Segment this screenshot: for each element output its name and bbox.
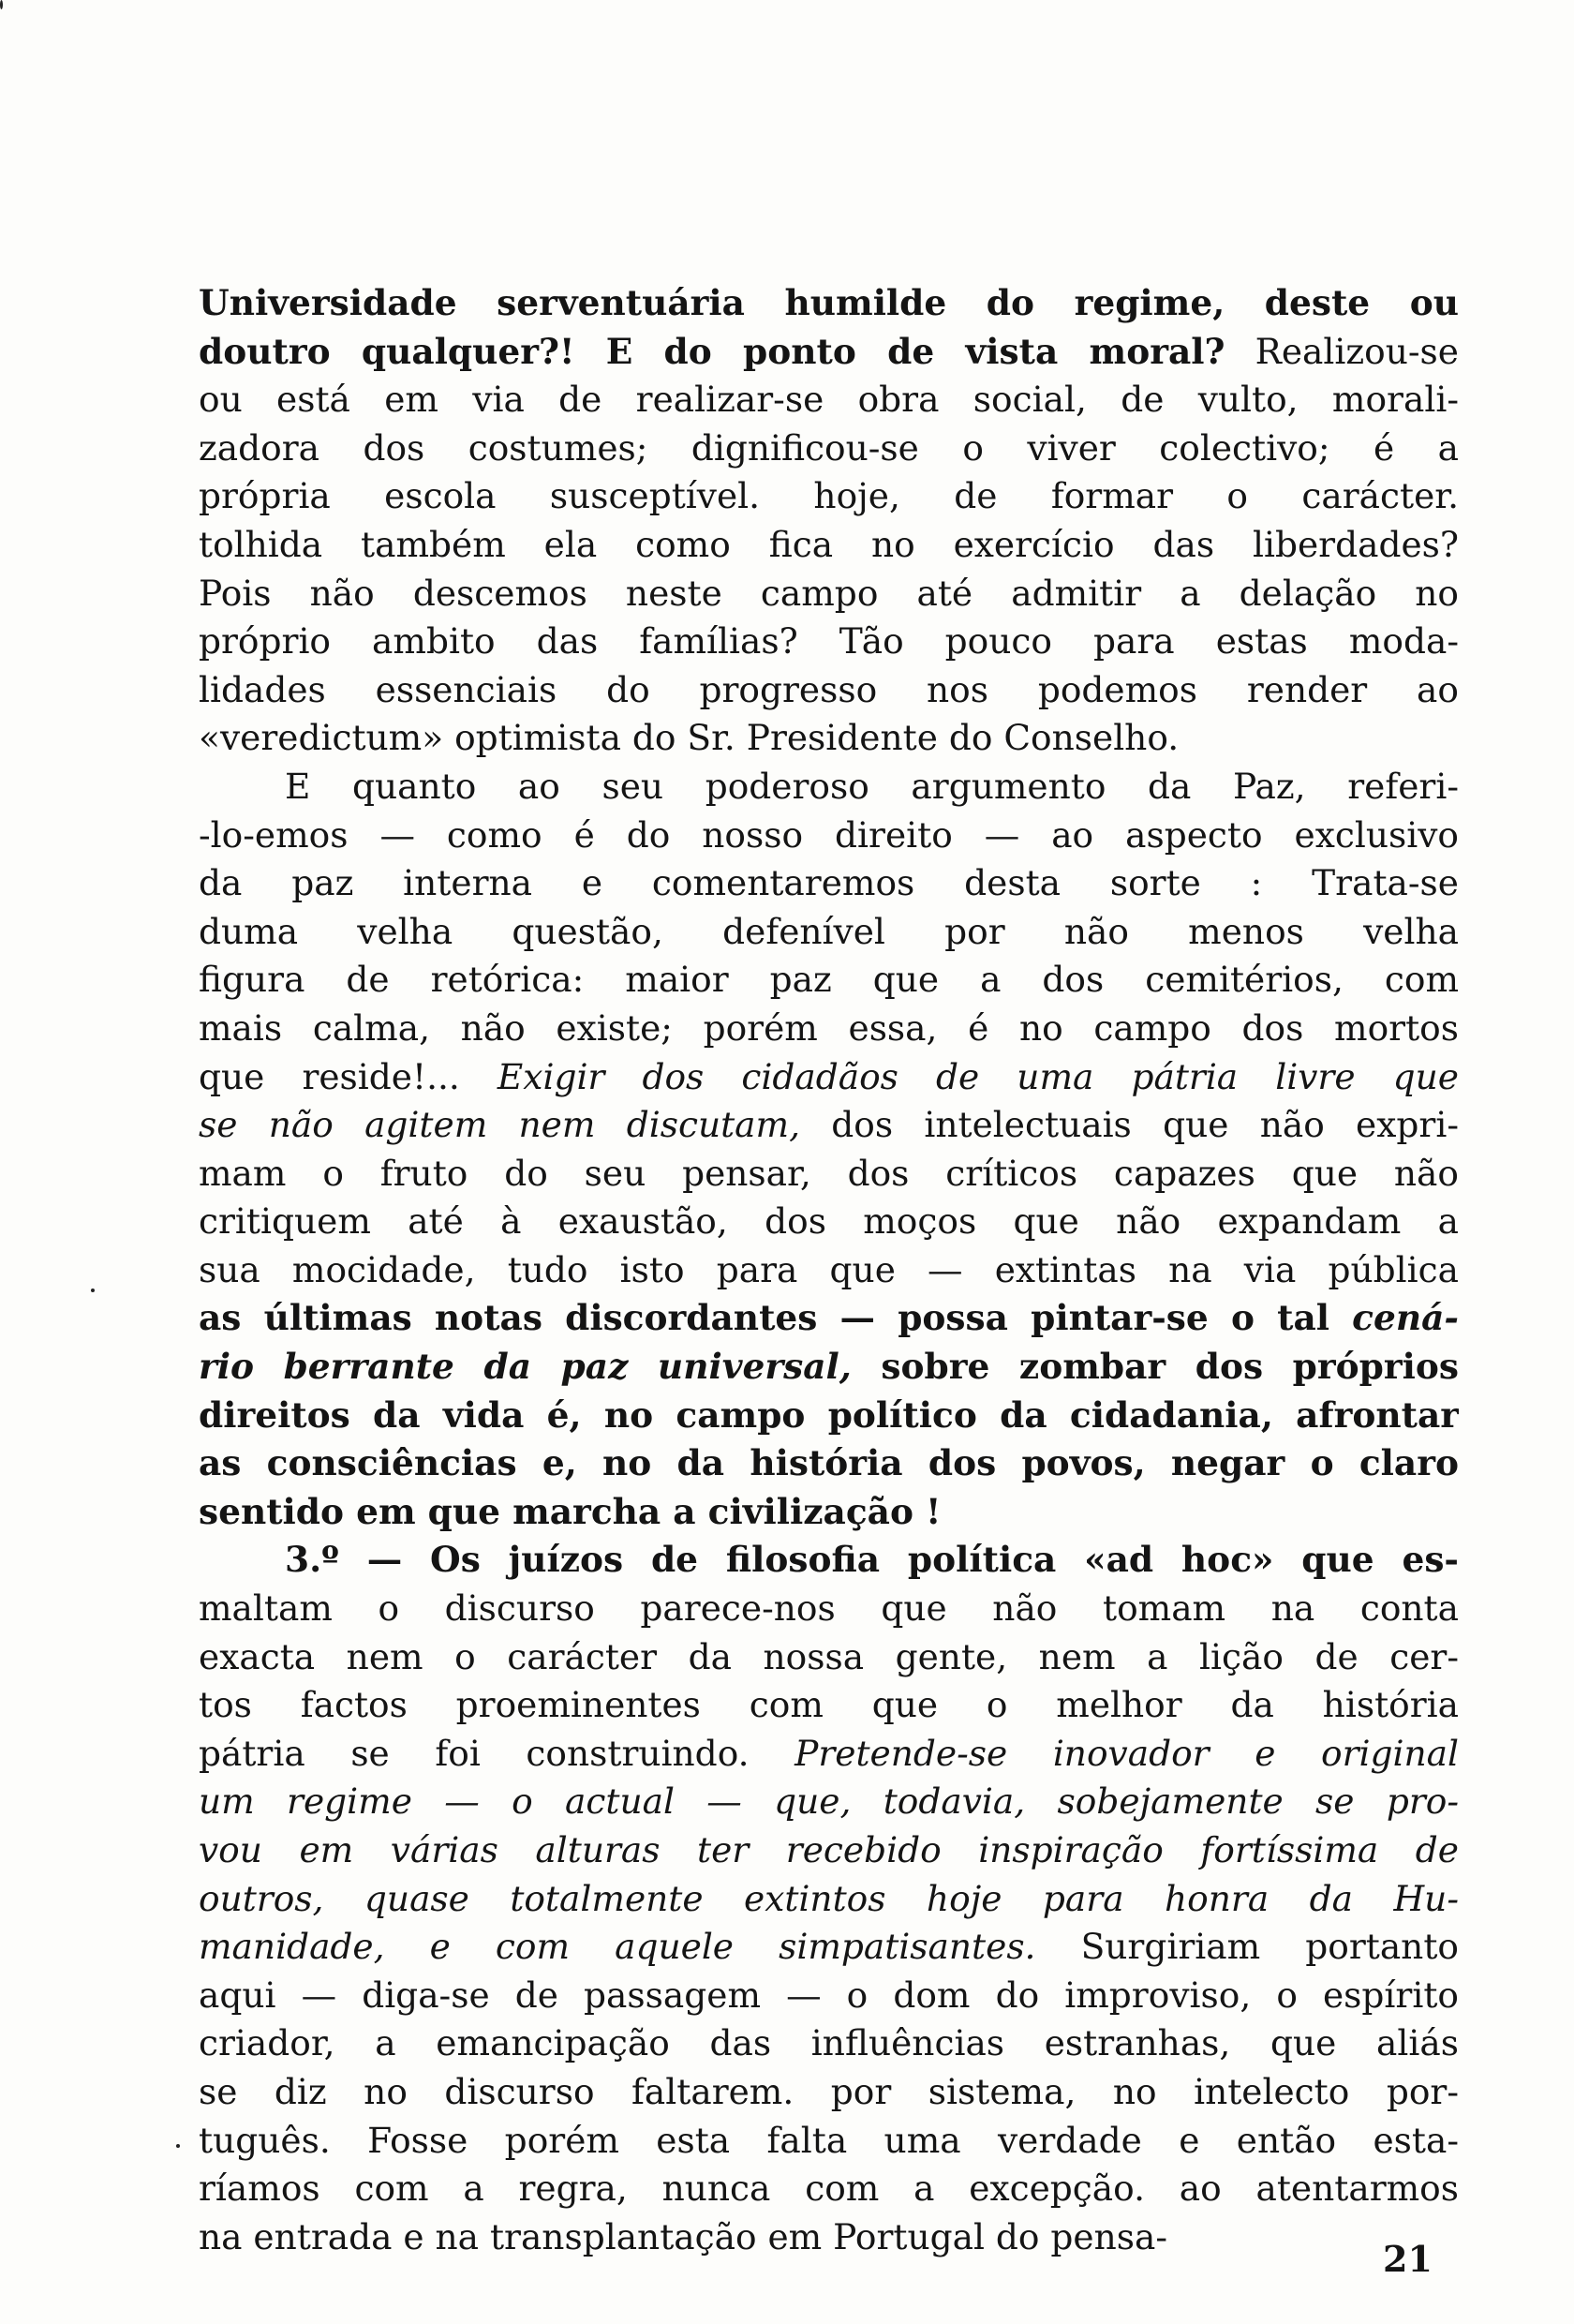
text-run: -lo-emos — como é do nosso direito — ao aspecto exclusivo — [199, 813, 1459, 856]
text-line — [199, 908, 1459, 957]
text-run: critiquem até à exaustão, dos moços que não expandam a — [199, 1200, 1459, 1243]
text-run: Surgiriam portanto — [1035, 1926, 1459, 1968]
text-line — [199, 763, 1459, 812]
text-line — [199, 1875, 1459, 1924]
text-run: cená- — [1352, 1297, 1459, 1339]
paragraph — [199, 763, 1459, 1537]
text-run: ou está em via de realizar-se obra social, de vulto, morali- — [199, 379, 1459, 421]
text-line — [199, 1343, 1459, 1392]
text-run: manidade, e com aquele simpatisantes. — [199, 1926, 1036, 1968]
text-line — [199, 376, 1459, 425]
text-line — [199, 859, 1459, 908]
text-line — [199, 1392, 1459, 1440]
text-line — [199, 2068, 1459, 2117]
paragraph — [199, 1536, 1459, 2261]
text-line — [199, 1294, 1459, 1343]
text-run: própria escola susceptível. hoje, de formar o carácter. — [199, 475, 1459, 517]
body-text — [199, 279, 1459, 2261]
text-run: as últimas notas discordantes — possa pintar-se o tal — [199, 1297, 1353, 1339]
text-line — [199, 1585, 1459, 1633]
text-line — [199, 666, 1459, 715]
text-run: tos factos proeminentes com que o melhor da história — [199, 1684, 1459, 1726]
text-line — [199, 618, 1459, 666]
text-run: se não agitem nem discutam, — [199, 1104, 801, 1146]
text-run: lidades essenciais do progresso nos podemos render ao — [199, 668, 1459, 710]
text-run: sua mocidade, tudo isto para que — extintas na via pública — [199, 1248, 1459, 1290]
text-run: aqui — diga-se de passagem — o dom do improviso, o espírito — [199, 1974, 1459, 2016]
text-line — [199, 425, 1459, 473]
text-run: um regime — o actual — que, todavia, sobejamente se pro- — [199, 1780, 1459, 1823]
text-line — [199, 521, 1459, 570]
text-run: Universidade serventuária humilde do regime, deste ou — [199, 282, 1459, 323]
text-run: ríamos com a regra, nunca com a excepção. ao atentarmos — [199, 2168, 1459, 2210]
text-line — [199, 1246, 1459, 1295]
paragraph — [199, 279, 1459, 763]
text-run: vou em várias alturas ter recebido inspiração fortíssima de — [199, 1829, 1459, 1870]
text-run: Pretende-se inovador e original — [794, 1732, 1459, 1774]
text-line — [199, 2165, 1459, 2213]
text-line — [199, 1005, 1459, 1053]
text-run: sobre zombar dos próprios — [851, 1346, 1459, 1388]
text-line — [199, 1488, 1459, 1537]
text-line — [199, 570, 1459, 618]
text-line — [199, 328, 1459, 377]
text-run: outros, quase totalmente extintos hoje para honra da Hu- — [199, 1877, 1459, 1919]
text-line — [199, 714, 1459, 763]
text-line — [199, 1923, 1459, 1972]
text-run: tuguês. Fosse porém esta falta uma verdade e então esta- — [199, 2119, 1459, 2161]
text-line — [199, 1730, 1459, 1779]
text-run: dos intelectuais que não expri- — [800, 1104, 1459, 1146]
text-line — [199, 472, 1459, 521]
text-run: pátria se foi construindo. — [199, 1732, 795, 1774]
text-run: 3.º — Os juízos de filosofia política «ad hoc» que es- — [285, 1539, 1459, 1581]
scan-speck — [0, 0, 3, 9]
text-run: mam o fruto do seu pensar, dos críticos capazes que não — [199, 1152, 1459, 1194]
text-run: na entrada e na transplantação em Portugal do pensa- — [199, 2215, 1167, 2257]
text-run: E quanto ao seu poderoso argumento da Paz, referi- — [285, 765, 1459, 807]
text-run: zadora dos costumes; dignificou-se o viver colectivo; é a — [199, 426, 1459, 469]
text-run: rio berrante da paz universal, — [199, 1346, 852, 1388]
text-line — [199, 1150, 1459, 1199]
scan-speck — [176, 2144, 180, 2148]
text-run: Pois não descemos neste campo até admitir a delação no — [199, 572, 1459, 614]
text-run: as consciências e, no da história dos povos, negar o claro — [199, 1442, 1459, 1484]
text-line — [199, 1439, 1459, 1488]
text-line — [199, 279, 1459, 328]
text-run: doutro qualquer?! E do ponto de vista moral? — [199, 330, 1225, 372]
text-run: duma velha questão, defenível por não menos velha — [199, 910, 1459, 952]
text-run: mais calma, não existe; porém essa, é no campo dos mortos — [199, 1006, 1459, 1049]
text-line — [199, 1198, 1459, 1246]
text-line — [199, 1826, 1459, 1875]
text-run: maltam o discurso parece-nos que não tomam na conta — [199, 1587, 1459, 1630]
text-line — [199, 2213, 1459, 2262]
text-line — [199, 1053, 1459, 1102]
page-number: 21 — [1383, 2238, 1433, 2280]
text-line — [199, 1778, 1459, 1826]
text-run: que reside!... — [199, 1055, 497, 1097]
text-run: Realizou-se — [1225, 330, 1459, 372]
text-run: da paz interna e comentaremos desta sorte : Trata-se — [199, 862, 1459, 904]
text-run: sentido em que marcha a civilização ! — [199, 1490, 942, 1532]
text-run: tolhida também ela como fica no exercício das liberdades? — [199, 523, 1459, 565]
text-line — [199, 1972, 1459, 2020]
text-line — [199, 2019, 1459, 2068]
text-run: «veredictum» optimista do Sr. Presidente do Conselho. — [199, 717, 1180, 759]
text-run: próprio ambito das famílias? Tão pouco para estas moda- — [199, 620, 1459, 663]
text-line — [199, 1681, 1459, 1730]
text-run: figura de retórica: maior paz que a dos cemitérios, com — [199, 959, 1459, 1001]
text-run: exacta nem o carácter da nossa gente, nem a lição de cer- — [199, 1635, 1459, 1677]
text-line — [199, 1101, 1459, 1150]
text-run: direitos da vida é, no campo político da cidadania, afrontar — [199, 1393, 1459, 1436]
scan-speck — [91, 1289, 95, 1292]
text-line — [199, 1536, 1459, 1585]
text-line — [199, 812, 1459, 860]
text-line — [199, 956, 1459, 1005]
text-run: criador, a emancipação das influências estranhas, que aliás — [199, 2022, 1459, 2064]
text-run: se diz no discurso faltarem. por sistema, no intelecto por- — [199, 2070, 1459, 2112]
text-line — [199, 2117, 1459, 2166]
text-run: Exigir dos cidadãos de uma pátria livre que — [497, 1055, 1459, 1097]
text-line — [199, 1633, 1459, 1682]
